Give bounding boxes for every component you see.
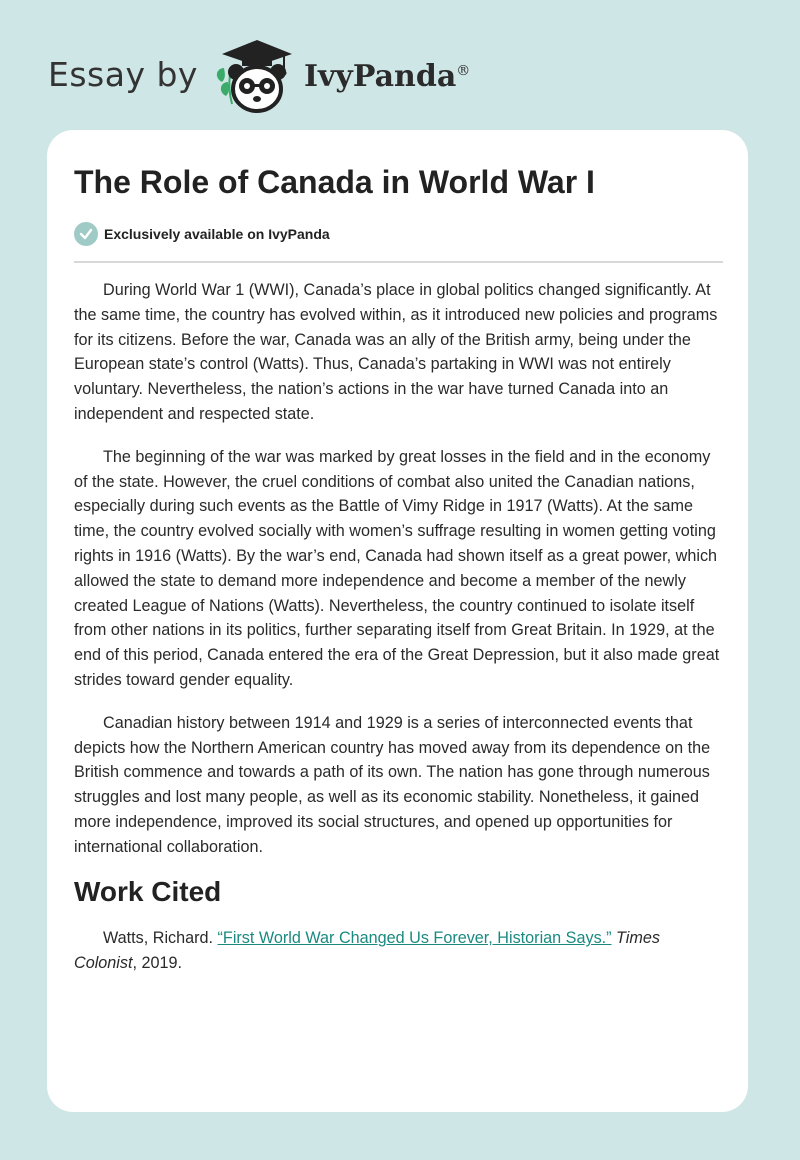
citation-author: Watts, Richard. (103, 929, 214, 948)
brand-name[interactable]: IvyPanda® (303, 58, 471, 94)
exclusive-badge (74, 222, 330, 246)
citation-year: , 2019. (132, 954, 182, 973)
divider (74, 261, 723, 263)
citation-link[interactable]: “First World War Changed Us Forever, Historian Says.” (217, 929, 612, 948)
check-icon (74, 222, 98, 246)
site-header (48, 34, 470, 114)
essay-body (74, 278, 726, 994)
registered-mark: ® (456, 62, 471, 79)
essay-by-label: Essay by (48, 54, 198, 94)
paragraph: Canadian history between 1914 and 1929 is a series of interconnected events that depicts how the Northern American country has moved away from its dependence on the British commence and towards a path of its own. The nation has gone through numerous struggles and lost many people, as well as its economic stability. Nonetheless, it gained more independence, improved its social structures, and opened up opportunities for international collaboration. (74, 713, 711, 856)
exclusive-badge-label: Exclusively available on IvyPanda (104, 226, 330, 242)
page-title: The Role of Canada in World War I (74, 164, 595, 200)
essay-card (47, 130, 748, 1112)
citation-source: Times Colonist (74, 929, 660, 973)
paragraph: The beginning of the war was marked by great losses in the field and in the economy of the state. However, the cruel conditions of combat also united the Canadian nations, especially during such events as the Battle of Vimy Ridge in 1917 (Watts). At the same time, the country evolved socially with women’s suffrage resulting in women getting voting rights in 1916 (Watts). By the war’s end, Canada had shown itself as a great power, which allowed the state to demand more independence and become a member of the newly created League of Nations (Watts). Nevertheless, the country continued to isolate itself from other nations in its politics, further separating itself from Great Britain. In 1929, at the end of this period, Canada entered the era of the Great Depression, but it also made great strides toward gender equality. (74, 447, 720, 689)
works-cited-heading: Work Cited (74, 875, 222, 907)
citation (74, 926, 726, 976)
paragraph: During World War 1 (WWI), Canada’s place in global politics changed significantly. At the same time, the country has evolved within, as it introduced new policies and programs for its citizens. Before the war, Canada was an ally of the British army, being under the European state’s control (Watts). Thus, Canada’s partaking in WWI was not entirely voluntary. Nevertheless, the nation’s actions in the war have turned Canada into an independent and respected state. (74, 281, 718, 423)
ivypanda-logo-icon[interactable] (212, 34, 298, 114)
